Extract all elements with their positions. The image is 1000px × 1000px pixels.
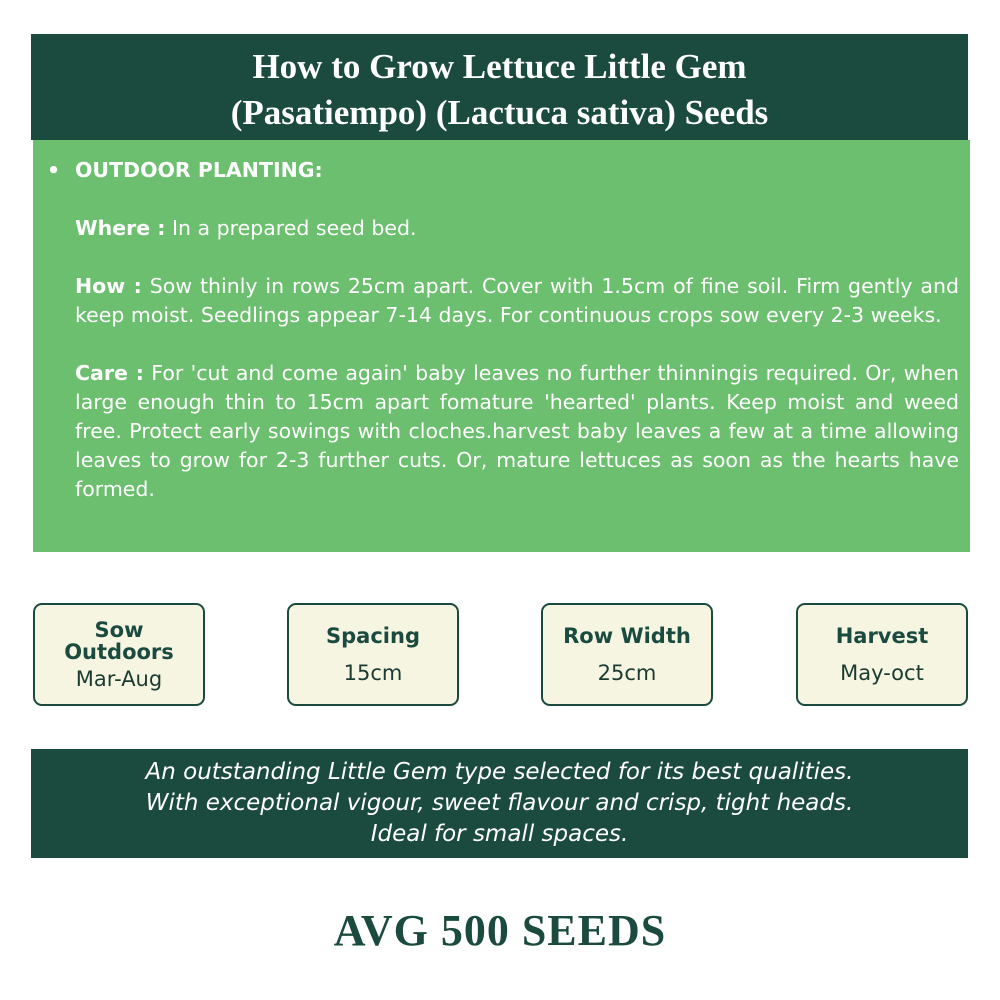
harvest-label: Harvest — [835, 623, 929, 648]
title-banner — [31, 34, 968, 140]
seed-count: AVG 500 SEEDS — [333, 906, 667, 955]
sow-outdoors-value: Mar-Aug — [75, 666, 163, 691]
how-text: Sow thinly in rows 25cm apart. Cover with 1.5cm of fine soil. Firm gently and keep moist. Seedlings appear 7-14 days. For continuous crops sow every 2-3 weeks. — [75, 274, 959, 327]
harvest-value: May-oct — [840, 660, 924, 685]
care-text: For 'cut and come again' baby leaves no further thinningis required. Or, when large enough thin to 15cm apart fomature 'hearted' plants. Keep moist and weed free. Protect early sowings with cloches.harvest baby leaves a few at a time allowing leaves to grow for 2-3 further cuts. Or, mature lettuces as soon as the hearts have formed. — [75, 361, 959, 501]
how-paragraph — [75, 272, 959, 330]
row-width-value: 25cm — [597, 660, 657, 685]
how-label: How : — [75, 274, 142, 298]
title-line-1: How to Grow Lettuce Little Gem — [252, 47, 747, 86]
care-paragraph — [75, 359, 959, 504]
title-line-2: (Pasatiempo) (Lactuca sativa) Seeds — [230, 93, 769, 132]
where-text: In a prepared seed bed. — [165, 216, 417, 240]
instructions-panel — [33, 140, 970, 552]
row-width-box — [541, 603, 713, 706]
care-label: Care : — [75, 361, 144, 385]
sow-outdoors-label-1: Sow — [94, 617, 144, 642]
section-title: OUTDOOR PLANTING: — [75, 158, 323, 182]
where-label: Where : — [75, 216, 166, 240]
description-line-1: An outstanding Little Gem type selected for its best qualities. — [145, 759, 854, 785]
description-line-2: With exceptional vigour, sweet flavour and crisp, tight heads. — [145, 790, 854, 816]
sow-outdoors-label-2: Outdoors — [64, 639, 174, 664]
harvest-box — [796, 603, 968, 706]
section-heading — [47, 156, 959, 185]
spacing-box — [287, 603, 459, 706]
description-banner — [31, 749, 968, 858]
bullet-icon: • — [47, 158, 61, 182]
where-paragraph — [75, 214, 959, 243]
sow-outdoors-box — [33, 603, 205, 706]
row-width-label: Row Width — [563, 623, 691, 648]
spacing-value: 15cm — [343, 660, 403, 685]
info-boxes — [0, 603, 1000, 706]
spacing-label: Spacing — [326, 623, 420, 648]
description-line-3: Ideal for small spaces. — [370, 821, 629, 847]
